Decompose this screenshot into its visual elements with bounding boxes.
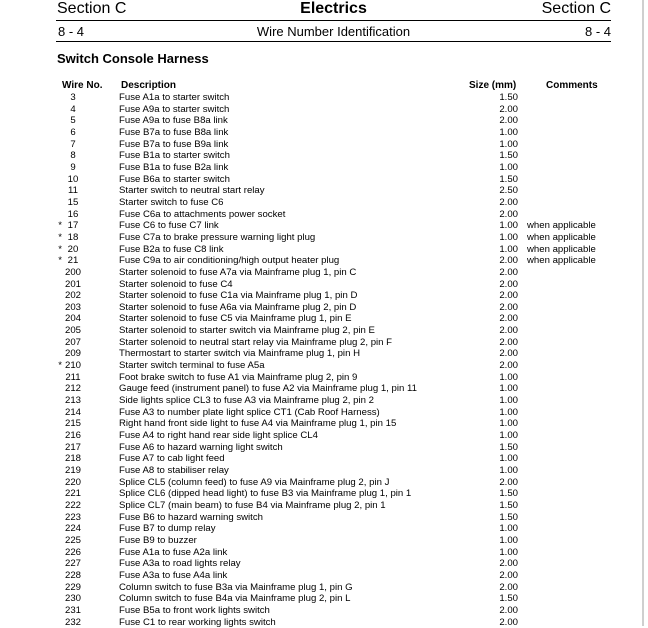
wire-number: 228	[64, 569, 81, 581]
wire-description: Fuse B1a to starter switch	[119, 150, 230, 162]
column-header-size: Size (mm)	[469, 80, 517, 91]
table-row	[56, 313, 616, 325]
applicable-marker: *	[58, 231, 62, 243]
wire-description: Starter solenoid to fuse A7a via Mainframe plug 1, pin C	[119, 266, 357, 278]
wire-number: 16	[67, 208, 79, 220]
wire-description: Starter solenoid to fuse C5 via Mainframe plug 1, pin E	[119, 313, 352, 325]
wire-size: 1.00	[499, 220, 518, 232]
wire-size: 1.00	[499, 534, 518, 546]
wire-description: Side lights splice CL3 to fuse A3 via Mainframe plug 2, pin 2	[119, 395, 374, 407]
table-row	[56, 535, 616, 547]
table-row	[56, 92, 616, 104]
table-row	[56, 279, 616, 291]
table-row	[56, 477, 616, 489]
wire-number: 18	[67, 231, 79, 243]
table-row	[56, 127, 616, 139]
wire-size: 1.00	[499, 395, 518, 407]
wire-number: 7	[70, 138, 76, 150]
wire-description: Column switch to fuse B4a via Mainframe plug 2, pin L	[119, 593, 351, 605]
wire-description: Fuse A4 to right hand rear side light splice CL4	[119, 430, 318, 442]
wire-number: 21	[67, 255, 79, 267]
wire-description: Fuse A9a to fuse B8a link	[119, 115, 228, 127]
wire-number: 10	[67, 173, 79, 185]
wire-size: 2.00	[499, 301, 518, 313]
header-rule-top	[56, 20, 611, 21]
wire-size: 2.00	[499, 196, 518, 208]
wire-size: 2.00	[499, 616, 518, 628]
wire-size: 2.00	[499, 336, 518, 348]
wire-description: Starter solenoid to starter switch via Mainframe plug 2, pin E	[119, 325, 375, 337]
applicable-marker: *	[58, 220, 62, 232]
wire-number: 232	[64, 616, 81, 628]
wire-description: Fuse B7 to dump relay	[119, 523, 216, 535]
wire-number: 217	[64, 441, 81, 453]
wire-number: 226	[64, 546, 81, 558]
wire-size: 2.00	[499, 255, 518, 267]
wire-size: 2.50	[499, 185, 518, 197]
table-row	[56, 267, 616, 279]
wire-description: Fuse C9a to air conditioning/high output heater plug	[119, 255, 340, 267]
table-row	[56, 442, 616, 454]
header-rule-bottom	[56, 41, 611, 42]
wire-size: 1.00	[499, 430, 518, 442]
wire-number: 207	[64, 336, 81, 348]
wire-size: 1.00	[499, 126, 518, 138]
wire-description: Starter solenoid to neutral start relay via Mainframe plug 2, pin F	[119, 336, 393, 348]
wire-size: 2.00	[499, 290, 518, 302]
column-header-comments: Comments	[546, 80, 598, 91]
wire-number: 218	[64, 453, 81, 465]
wire-number: 201	[64, 278, 81, 290]
wire-description: Fuse B1a to fuse B2a link	[119, 161, 229, 173]
wire-number: 222	[64, 499, 81, 511]
wire-size: 1.00	[499, 406, 518, 418]
wire-size: 1.50	[499, 173, 518, 185]
wire-number: 6	[70, 126, 76, 138]
wire-size: 1.00	[499, 371, 518, 383]
wire-comment: when applicable	[527, 231, 596, 243]
wire-description: Fuse B7a to fuse B9a link	[119, 138, 229, 150]
wire-number: 203	[64, 301, 81, 313]
column-header-wire: Wire No.	[62, 80, 103, 91]
table-row	[56, 174, 616, 186]
wire-number: 209	[64, 348, 81, 360]
table-row	[56, 558, 616, 570]
wire-description: Column switch to fuse B3a via Mainframe plug 1, pin G	[119, 581, 353, 593]
wire-size: 1.50	[499, 511, 518, 523]
wire-size: 2.00	[499, 266, 518, 278]
wire-number: 210	[64, 360, 81, 372]
table-row	[56, 325, 616, 337]
wire-description: Starter solenoid to fuse C1a via Mainframe plug 1, pin D	[119, 290, 358, 302]
wire-number: 9	[70, 161, 76, 173]
wire-description: Fuse B9 to buzzer	[119, 534, 197, 546]
wire-description: Fuse B5a to front work lights switch	[119, 604, 270, 616]
table-row	[56, 232, 616, 244]
wire-description: Fuse C6a to attachments power socket	[119, 208, 286, 220]
wire-description: Fuse A3a to fuse A4a link	[119, 569, 228, 581]
column-header-description: Description	[121, 80, 177, 91]
wire-number: 4	[70, 103, 76, 115]
wire-size: 1.50	[499, 150, 518, 162]
wire-size: 2.00	[499, 348, 518, 360]
table-row	[56, 197, 616, 209]
table-row	[56, 162, 616, 174]
applicable-marker: *	[58, 255, 62, 267]
wire-number: 205	[64, 325, 81, 337]
table-row	[56, 465, 616, 477]
table-row	[56, 220, 616, 232]
wire-number: 227	[64, 558, 81, 570]
wire-description: Fuse A1a to fuse A2a link	[119, 546, 228, 558]
wire-size: 2.00	[499, 360, 518, 372]
wire-description: Starter switch to neutral start relay	[119, 185, 265, 197]
wire-description: Starter switch terminal to fuse A5a	[119, 360, 265, 372]
page-edge	[642, 0, 644, 626]
wire-description: Fuse A8 to stabiliser relay	[119, 465, 229, 476]
table-row	[56, 418, 616, 430]
table-row	[56, 383, 616, 395]
wire-description: Splice CL7 (main beam) to fuse B4 via Mainframe plug 2, pin 1	[119, 499, 386, 511]
table-row	[56, 593, 616, 605]
table-row	[56, 185, 616, 197]
wire-size: 2.00	[499, 476, 518, 488]
wire-description: Fuse A7 to cab light feed	[119, 453, 225, 465]
wire-description: Starter switch to fuse C6	[119, 196, 224, 208]
table-row	[56, 209, 616, 221]
wire-size: 1.00	[499, 231, 518, 243]
wire-number: 215	[64, 418, 81, 430]
wire-comment: when applicable	[527, 220, 596, 232]
page-number-right: 8 - 4	[584, 24, 611, 39]
table-row	[56, 255, 616, 267]
page-header	[56, 0, 611, 22]
applicable-marker: *	[58, 360, 62, 372]
applicable-marker: *	[58, 243, 62, 255]
table-row	[56, 547, 616, 559]
wire-size: 2.00	[499, 115, 518, 127]
wire-description: Splice CL5 (column feed) to fuse A9 via Mainframe plug 2, pin J	[119, 476, 390, 488]
table-row	[56, 360, 616, 372]
wire-description: Right hand front side light to fuse A4 via Mainframe plug 1, pin 15	[119, 418, 397, 430]
wire-size: 1.00	[499, 418, 518, 430]
wire-size: 1.50	[499, 593, 518, 605]
wire-number: 200	[64, 266, 81, 278]
wire-number: 202	[64, 290, 81, 302]
wire-number: 204	[64, 313, 81, 325]
wire-size: 2.00	[499, 313, 518, 325]
table-row	[56, 302, 616, 314]
table-row	[56, 337, 616, 349]
wire-number: 216	[64, 430, 81, 442]
table-row	[56, 430, 616, 442]
wire-description: Fuse B6a to starter switch	[119, 173, 230, 185]
wire-number: 212	[64, 383, 81, 395]
wire-number: 3	[70, 92, 76, 103]
wire-size: 2.00	[499, 581, 518, 593]
wire-size: 2.00	[499, 208, 518, 220]
wire-number: 224	[64, 523, 81, 535]
wire-number: 8	[70, 150, 76, 162]
wire-size: 1.00	[499, 383, 518, 395]
page-number-left: 8 - 4	[58, 24, 85, 39]
wire-size: 2.00	[499, 558, 518, 570]
wire-number: 214	[64, 406, 81, 418]
table-header	[56, 80, 616, 92]
wire-size: 2.00	[499, 325, 518, 337]
table-row	[56, 244, 616, 256]
wire-comment: when applicable	[527, 243, 596, 255]
wire-size: 1.00	[499, 465, 518, 476]
wire-size: 1.50	[499, 441, 518, 453]
wire-description: Fuse A3 to number plate light splice CT1 (Cab Roof Harness)	[119, 406, 380, 418]
table-row	[56, 582, 616, 594]
wire-number: 220	[64, 476, 81, 488]
wire-number: 231	[64, 604, 81, 616]
wire-size: 1.00	[499, 546, 518, 558]
wire-number: 11	[68, 185, 78, 197]
table-row	[56, 395, 616, 407]
wire-size: 1.00	[499, 523, 518, 535]
wire-description: Fuse A6 to hazard warning light switch	[119, 441, 283, 453]
wire-number: 5	[70, 115, 76, 127]
table-row	[56, 348, 616, 360]
wire-description: Starter solenoid to fuse C4	[119, 278, 233, 290]
wire-description: Thermostart to starter switch via Mainframe plug 1, pin H	[119, 348, 360, 360]
wire-number: 17	[67, 220, 79, 232]
wire-size: 1.00	[499, 453, 518, 465]
table-row	[56, 488, 616, 500]
wire-description: Fuse C7a to brake pressure warning light plug	[119, 231, 316, 243]
wire-description: Starter solenoid to fuse A6a via Mainframe plug 2, pin D	[119, 301, 357, 313]
table-row	[56, 407, 616, 419]
section-title: Switch Console Harness	[57, 51, 209, 66]
page-subtitle: Wire Number Identification	[256, 24, 411, 39]
wire-size: 1.50	[499, 488, 518, 500]
table-row	[56, 523, 616, 535]
wire-description: Fuse A3a to road lights relay	[119, 558, 241, 570]
table-row	[56, 500, 616, 512]
table-row	[56, 453, 616, 465]
page-subheader	[56, 24, 611, 40]
table-row	[56, 139, 616, 151]
table-row	[56, 570, 616, 582]
wire-size: 1.00	[499, 138, 518, 150]
wire-description: Fuse A1a to starter switch	[119, 92, 230, 103]
wire-description: Splice CL6 (dipped head light) to fuse B3 via Mainframe plug 1, pin 1	[119, 488, 412, 500]
wire-description: Gauge feed (instrument panel) to fuse A2 via Mainframe plug 1, pin 11	[119, 383, 417, 395]
wire-size: 2.00	[499, 569, 518, 581]
wire-number: 15	[67, 196, 79, 208]
wire-size: 1.00	[499, 243, 518, 255]
section-label-right: Section C	[541, 0, 611, 17]
wire-description: Fuse B7a to fuse B8a link	[119, 126, 229, 138]
wire-number: 229	[64, 581, 81, 593]
wire-number: 219	[64, 465, 81, 476]
table-row	[56, 104, 616, 116]
wire-size: 2.00	[499, 278, 518, 290]
wire-comment: when applicable	[527, 255, 596, 267]
chapter-title: Electrics	[300, 0, 367, 17]
wire-description: Foot brake switch to fuse A1 via Mainframe plug 2, pin 9	[119, 371, 358, 383]
wire-description: Fuse C1 to rear working lights switch	[119, 616, 276, 628]
wire-number: 221	[64, 488, 81, 500]
wire-table	[56, 92, 616, 628]
wire-description: Fuse B2a to fuse C8 link	[119, 243, 224, 255]
table-row	[56, 512, 616, 524]
wire-size: 2.00	[499, 604, 518, 616]
table-row	[56, 617, 616, 628]
wire-size: 1.50	[499, 92, 518, 103]
table-row	[56, 372, 616, 384]
wire-size: 2.00	[499, 103, 518, 115]
wire-number: 213	[64, 395, 81, 407]
wire-number: 211	[65, 371, 81, 383]
wire-description: Fuse C6 to fuse C7 link	[119, 220, 219, 232]
table-row	[56, 290, 616, 302]
wire-number: 230	[64, 593, 81, 605]
wire-number: 20	[67, 243, 79, 255]
wire-size: 1.00	[499, 161, 518, 173]
wire-description: Fuse B6 to hazard warning switch	[119, 511, 263, 523]
table-row	[56, 605, 616, 617]
table-row	[56, 115, 616, 127]
wire-number: 223	[64, 511, 81, 523]
wire-description: Fuse A9a to starter switch	[119, 103, 230, 115]
wire-size: 1.50	[499, 499, 518, 511]
wire-number: 225	[64, 534, 81, 546]
section-label-left: Section C	[57, 0, 127, 17]
table-row	[56, 150, 616, 162]
